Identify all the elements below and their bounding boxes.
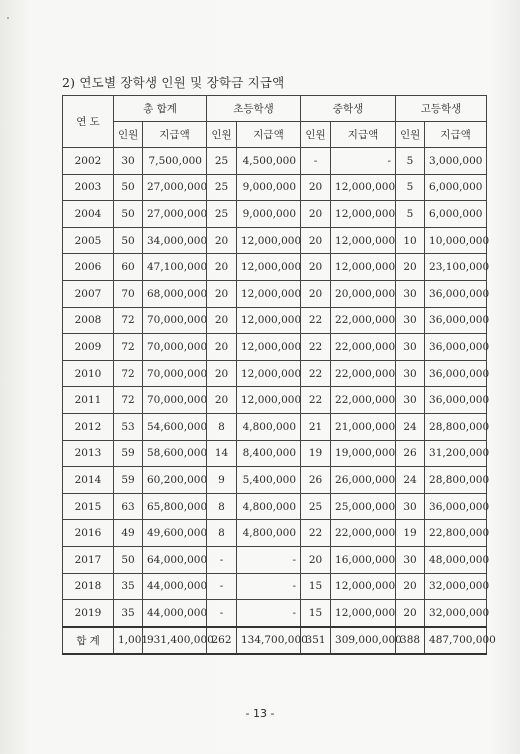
header-row-groups (63, 96, 487, 122)
total-row (63, 627, 487, 655)
cell-elem-amount: 12,000,000 (237, 254, 301, 281)
cell-middle-count: 22 (301, 387, 331, 414)
cell-elem-count: 20 (207, 387, 237, 414)
table-row (63, 440, 487, 467)
cell-elem-amount: 4,800,000 (237, 493, 301, 520)
total-total-amount: 931,400,000 (143, 627, 207, 655)
cell-total-count: 70 (114, 280, 143, 307)
cell-middle-amount: 22,000,000 (331, 360, 396, 387)
cell-high-count: 24 (396, 413, 425, 440)
cell-elem-amount: 12,000,000 (237, 280, 301, 307)
section-title: 2) 연도별 장학생 인원 및 장학금 지급액 (62, 75, 285, 90)
cell-middle-amount: 20,000,000 (331, 280, 396, 307)
cell-year: 2012 (63, 413, 114, 440)
total-high-amount: 487,700,000 (425, 627, 487, 655)
cell-high-count: 30 (396, 334, 425, 361)
header-group-total: 총 합계 (114, 96, 207, 122)
cell-high-count: 30 (396, 493, 425, 520)
cell-high-amount: 28,800,000 (425, 467, 487, 494)
table-row (63, 467, 487, 494)
cell-total-count: 72 (114, 360, 143, 387)
cell-elem-count: 8 (207, 520, 237, 547)
cell-year: 2004 (63, 201, 114, 228)
cell-year: 2009 (63, 334, 114, 361)
cell-total-amount: 49,600,000 (143, 520, 207, 547)
cell-elem-count: 9 (207, 467, 237, 494)
cell-year: 2005 (63, 227, 114, 254)
cell-elem-amount: - (237, 546, 301, 573)
cell-elem-amount: 9,000,000 (237, 174, 301, 201)
header-group-middle: 중학생 (301, 96, 396, 122)
cell-total-count: 72 (114, 387, 143, 414)
table-row (63, 280, 487, 307)
cell-high-count: 20 (396, 600, 425, 627)
cell-total-amount: 70,000,000 (143, 387, 207, 414)
cell-total-amount: 27,000,000 (143, 201, 207, 228)
cell-high-count: 24 (396, 467, 425, 494)
table-row (63, 174, 487, 201)
cell-middle-count: 26 (301, 467, 331, 494)
cell-elem-count: 8 (207, 413, 237, 440)
cell-middle-amount: 19,000,000 (331, 440, 396, 467)
cell-high-amount: 36,000,000 (425, 334, 487, 361)
cell-year: 2011 (63, 387, 114, 414)
header-amount: 지급액 (237, 122, 301, 148)
table-row (63, 546, 487, 573)
cell-total-count: 53 (114, 413, 143, 440)
cell-year: 2019 (63, 600, 114, 627)
cell-middle-amount: 16,000,000 (331, 546, 396, 573)
header-amount: 지급액 (143, 122, 207, 148)
scholarship-table (62, 95, 496, 655)
cell-middle-amount: 12,000,000 (331, 573, 396, 600)
cell-middle-amount: 12,000,000 (331, 174, 396, 201)
cell-high-amount: 22,800,000 (425, 520, 487, 547)
cell-middle-count: 21 (301, 413, 331, 440)
cell-middle-count: 20 (301, 227, 331, 254)
cell-elem-count: 20 (207, 360, 237, 387)
cell-total-count: 49 (114, 520, 143, 547)
cell-elem-amount: 4,800,000 (237, 413, 301, 440)
cell-middle-count: 15 (301, 600, 331, 627)
cell-total-count: 30 (114, 148, 143, 175)
cell-total-count: 50 (114, 174, 143, 201)
table-row (63, 307, 487, 334)
table-row (63, 520, 487, 547)
header-group-high: 고등학생 (396, 96, 487, 122)
table-row (63, 254, 487, 281)
cell-year: 2016 (63, 520, 114, 547)
cell-total-amount: 60,200,000 (143, 467, 207, 494)
cell-elem-amount: 12,000,000 (237, 307, 301, 334)
cell-middle-amount: 12,000,000 (331, 600, 396, 627)
cell-elem-amount: 8,400,000 (237, 440, 301, 467)
table-row (63, 493, 487, 520)
header-row-sub (63, 122, 487, 148)
cell-total-amount: 65,800,000 (143, 493, 207, 520)
total-year: 합 계 (63, 627, 114, 655)
cell-middle-count: 20 (301, 254, 331, 281)
cell-total-count: 72 (114, 334, 143, 361)
total-middle-count: 351 (301, 627, 331, 655)
cell-total-amount: 54,600,000 (143, 413, 207, 440)
header-count: 인원 (396, 122, 425, 148)
table-row (63, 360, 487, 387)
cell-year: 2015 (63, 493, 114, 520)
cell-high-count: 26 (396, 440, 425, 467)
header-count: 인원 (114, 122, 143, 148)
cell-elem-count: - (207, 546, 237, 573)
cell-total-amount: 47,100,000 (143, 254, 207, 281)
cell-elem-count: 20 (207, 334, 237, 361)
table-row (63, 600, 487, 627)
cell-total-amount: 70,000,000 (143, 307, 207, 334)
cell-high-count: 10 (396, 227, 425, 254)
header-group-elementary: 초등학생 (207, 96, 301, 122)
cell-elem-count: 25 (207, 174, 237, 201)
cell-high-amount: 36,000,000 (425, 387, 487, 414)
table-row (63, 573, 487, 600)
cell-middle-count: 20 (301, 546, 331, 573)
cell-elem-amount: 12,000,000 (237, 334, 301, 361)
cell-elem-count: 20 (207, 280, 237, 307)
cell-year: 2010 (63, 360, 114, 387)
cell-total-amount: 68,000,000 (143, 280, 207, 307)
cell-middle-amount: 12,000,000 (331, 227, 396, 254)
cell-total-amount: 44,000,000 (143, 600, 207, 627)
cell-high-amount: 36,000,000 (425, 280, 487, 307)
cell-total-count: 59 (114, 467, 143, 494)
cell-middle-amount: 25,000,000 (331, 493, 396, 520)
cell-high-count: 30 (396, 387, 425, 414)
cell-year: 2018 (63, 573, 114, 600)
cell-total-count: 35 (114, 573, 143, 600)
cell-elem-amount: 4,500,000 (237, 148, 301, 175)
header-count: 인원 (301, 122, 331, 148)
cell-middle-count: 25 (301, 493, 331, 520)
cell-year: 2017 (63, 546, 114, 573)
table-body (63, 148, 496, 655)
cell-high-count: 20 (396, 254, 425, 281)
header-amount: 지급액 (331, 122, 396, 148)
cell-middle-count: 22 (301, 307, 331, 334)
cell-elem-count: - (207, 600, 237, 627)
total-high-count: 388 (396, 627, 425, 655)
cell-total-count: 50 (114, 201, 143, 228)
cell-total-amount: 7,500,000 (143, 148, 207, 175)
cell-high-amount: 36,000,000 (425, 493, 487, 520)
cell-elem-amount: 12,000,000 (237, 360, 301, 387)
cell-high-amount: 48,000,000 (425, 546, 487, 573)
cell-high-amount: 3,000,000 (425, 148, 487, 175)
cell-high-amount: 23,100,000 (425, 254, 487, 281)
cell-high-count: 30 (396, 546, 425, 573)
total-elem-amount: 134,700,000 (237, 627, 301, 655)
table-row (63, 227, 487, 254)
cell-middle-amount: 12,000,000 (331, 254, 396, 281)
cell-high-amount: 31,200,000 (425, 440, 487, 467)
cell-total-count: 59 (114, 440, 143, 467)
cell-high-count: 5 (396, 201, 425, 228)
cell-middle-count: 19 (301, 440, 331, 467)
cell-total-amount: 44,000,000 (143, 573, 207, 600)
scan-speck (7, 17, 9, 19)
cell-total-amount: 70,000,000 (143, 334, 207, 361)
cell-elem-amount: - (237, 600, 301, 627)
cell-elem-amount: 4,800,000 (237, 520, 301, 547)
cell-high-amount: 6,000,000 (425, 174, 487, 201)
cell-high-count: 30 (396, 280, 425, 307)
cell-high-amount: 28,800,000 (425, 413, 487, 440)
cell-middle-amount: 22,000,000 (331, 387, 396, 414)
cell-elem-amount: 12,000,000 (237, 387, 301, 414)
cell-high-amount: 32,000,000 (425, 573, 487, 600)
cell-total-count: 50 (114, 546, 143, 573)
cell-middle-count: 22 (301, 334, 331, 361)
cell-year: 2014 (63, 467, 114, 494)
header-count: 인원 (207, 122, 237, 148)
cell-year: 2003 (63, 174, 114, 201)
cell-middle-amount: 12,000,000 (331, 201, 396, 228)
cell-middle-amount: 22,000,000 (331, 520, 396, 547)
cell-middle-amount: 21,000,000 (331, 413, 396, 440)
page-number: - 13 - (245, 707, 275, 720)
cell-middle-count: 20 (301, 174, 331, 201)
cell-middle-amount: 22,000,000 (331, 307, 396, 334)
cell-middle-count: 15 (301, 573, 331, 600)
total-elem-count: 262 (207, 627, 237, 655)
cell-year: 2006 (63, 254, 114, 281)
cell-year: 2002 (63, 148, 114, 175)
cell-elem-count: - (207, 573, 237, 600)
cell-high-count: 20 (396, 573, 425, 600)
cell-year: 2008 (63, 307, 114, 334)
cell-middle-count: 22 (301, 520, 331, 547)
cell-high-count: 19 (396, 520, 425, 547)
cell-high-amount: 32,000,000 (425, 600, 487, 627)
cell-middle-count: - (301, 148, 331, 175)
cell-elem-amount: - (237, 573, 301, 600)
total-total-count: 1,001 (114, 627, 143, 655)
table-row (63, 334, 487, 361)
cell-high-amount: 6,000,000 (425, 201, 487, 228)
cell-elem-amount: 5,400,000 (237, 467, 301, 494)
header-amount: 지급액 (425, 122, 487, 148)
cell-high-count: 30 (396, 360, 425, 387)
table-row (63, 387, 487, 414)
table-row (63, 413, 487, 440)
cell-year: 2013 (63, 440, 114, 467)
cell-total-amount: 64,000,000 (143, 546, 207, 573)
cell-elem-count: 20 (207, 254, 237, 281)
cell-total-count: 63 (114, 493, 143, 520)
header-year: 연 도 (63, 96, 114, 148)
cell-middle-amount: - (331, 148, 396, 175)
cell-high-count: 5 (396, 148, 425, 175)
cell-high-count: 30 (396, 307, 425, 334)
cell-elem-count: 14 (207, 440, 237, 467)
cell-elem-count: 25 (207, 148, 237, 175)
total-middle-amount: 309,000,000 (331, 627, 396, 655)
cell-total-amount: 34,000,000 (143, 227, 207, 254)
cell-elem-amount: 9,000,000 (237, 201, 301, 228)
cell-total-count: 35 (114, 600, 143, 627)
cell-total-count: 72 (114, 307, 143, 334)
cell-total-amount: 58,600,000 (143, 440, 207, 467)
cell-high-amount: 10,000,000 (425, 227, 487, 254)
cell-middle-amount: 26,000,000 (331, 467, 396, 494)
table-row (63, 148, 487, 175)
cell-middle-count: 20 (301, 201, 331, 228)
cell-total-amount: 70,000,000 (143, 360, 207, 387)
cell-middle-count: 22 (301, 360, 331, 387)
cell-high-amount: 36,000,000 (425, 360, 487, 387)
cell-middle-count: 20 (301, 280, 331, 307)
cell-total-count: 50 (114, 227, 143, 254)
cell-year: 2007 (63, 280, 114, 307)
cell-elem-count: 20 (207, 307, 237, 334)
cell-elem-count: 25 (207, 201, 237, 228)
cell-middle-amount: 22,000,000 (331, 334, 396, 361)
cell-elem-count: 8 (207, 493, 237, 520)
cell-elem-amount: 12,000,000 (237, 227, 301, 254)
table-row (63, 201, 487, 228)
cell-total-amount: 27,000,000 (143, 174, 207, 201)
cell-high-amount: 36,000,000 (425, 307, 487, 334)
cell-total-count: 60 (114, 254, 143, 281)
cell-high-count: 5 (396, 174, 425, 201)
cell-elem-count: 20 (207, 227, 237, 254)
